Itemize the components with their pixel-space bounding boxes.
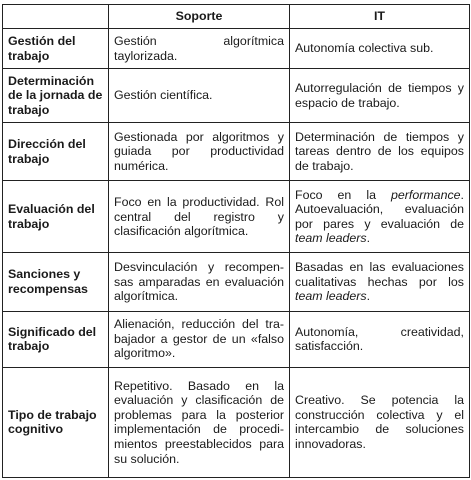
cell-text: Autonomía colectiva sub. (295, 41, 434, 56)
cell-it (290, 253, 470, 311)
cell-text: Repetitivo. Basado en la evaluación y clasificación de problemas para la posterior implementación de procedimientos preestablecidos para su solución. (114, 378, 284, 466)
cell-text: Gestión algorítmica taylorizada. (114, 33, 284, 63)
cell-text: Foco en la (295, 187, 391, 202)
column-header-soporte: Soporte (109, 5, 290, 29)
row-header-significado: Significado del trabajo (3, 311, 109, 367)
cell-text: Autorregulación de tiempos y espacio de trabajo. (295, 81, 464, 110)
cell-text: Foco en la productividad. Rol central del registro y clasificación algorítmica. (114, 195, 284, 239)
cell-soporte (109, 69, 290, 123)
cell-text: Alienación, reducción del trabajador a gestor de un «falso algoritmo». (114, 317, 284, 361)
row-header-determinacion: Determinación de la jornada de trabajo (3, 69, 109, 123)
cell-soporte (109, 253, 290, 311)
table-row (3, 311, 470, 367)
table-body (3, 29, 470, 478)
cell-it (290, 311, 470, 367)
corner-cell (3, 5, 109, 29)
italic-term: team leaders (295, 231, 367, 246)
cell-soporte (109, 311, 290, 367)
row-header-sanciones: Sanciones y recompensas (3, 253, 109, 311)
cell-soporte (109, 29, 290, 69)
cell-text: Desvinculación y recompensas amparadas en evaluación algorítmica. (114, 260, 284, 304)
cell-text: Autonomía, creatividad, satisfacción. (295, 324, 464, 354)
row-header-direccion: Dirección del trabajo (3, 123, 109, 181)
cell-text: Determinación de tiempos y tareas dentro de los equipos de trabajo. (295, 129, 464, 174)
cell-soporte (109, 181, 290, 253)
cell-text: Gestión científica. (114, 88, 213, 103)
cell-text: Basadas en las evaluaciones cualitativas hechas por los (295, 260, 464, 289)
cell-text: Gestionada por algoritmos y guiada por productividad numérica. (114, 129, 284, 174)
italic-term: performance (390, 187, 461, 202)
cell-it (290, 181, 470, 253)
cell-soporte (109, 123, 290, 181)
cell-it (290, 123, 470, 181)
italic-term: team leaders (295, 289, 367, 304)
cell-text: . (366, 231, 371, 246)
table-row (3, 181, 470, 253)
row-header-gestion: Gestión del trabajo (3, 29, 109, 69)
cell-it (290, 69, 470, 123)
table-row (3, 69, 470, 123)
cell-it (290, 29, 470, 69)
comparison-table (2, 4, 470, 478)
header-row (3, 5, 470, 29)
cell-text: Creativo. Se potencia la construcción colectiva y el intercambio de soluciones innovadoras. (295, 393, 464, 451)
table-row (3, 367, 470, 477)
table-row (3, 29, 470, 69)
row-header-tipo: Tipo de trabajo cognitivo (3, 367, 109, 477)
cell-text: . Autoevaluación, evaluación por pares y evaluación de (295, 187, 464, 231)
column-header-it: IT (290, 5, 470, 29)
table-row (3, 253, 470, 311)
row-header-evaluacion: Evaluación del trabajo (3, 181, 109, 253)
table-row (3, 123, 470, 181)
cell-it (290, 367, 470, 477)
cell-soporte (109, 367, 290, 477)
cell-text: . (366, 289, 371, 304)
